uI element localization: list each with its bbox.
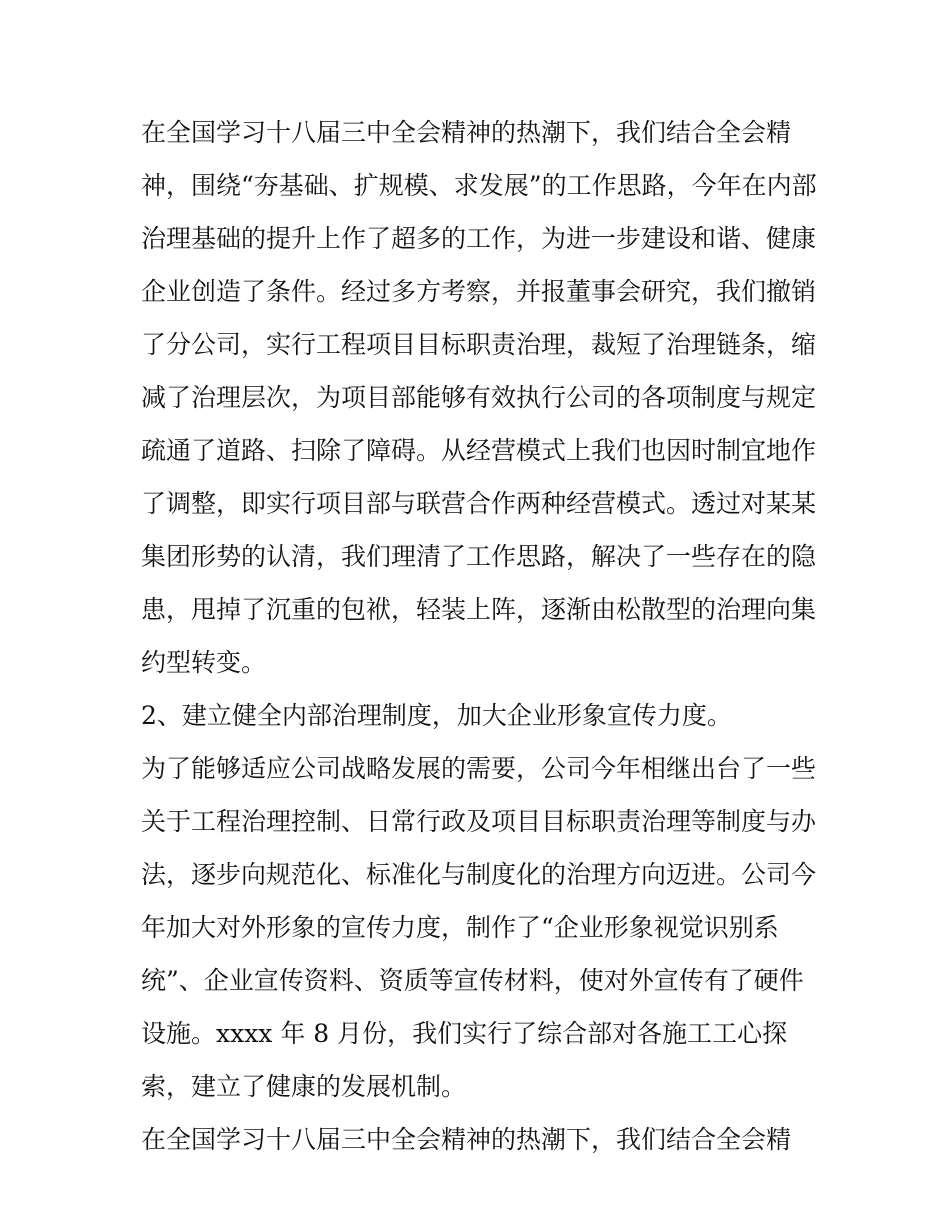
text-line: 减了治理层次，为项目部能够有效执行公司的各项制度与规定 [141, 383, 817, 412]
text-line: 统”、企业宣传资料、资质等宣传材料，使对外宣传有了硬件 [141, 966, 804, 995]
text-line: 患，甩掉了沉重的包袱，轻装上阵，逐渐由松散型的治理向集 [141, 595, 817, 624]
text-line: 约型转变。 [141, 648, 267, 677]
text-line: 了分公司，实行工程项目目标职责治理，裁短了治理链条，缩 [141, 330, 817, 359]
text-line: 关于工程治理控制、日常行政及项目目标职责治理等制度与办 [141, 807, 817, 836]
section-heading: 2、建立健全内部治理制度，加大企业形象宣传力度。 [141, 701, 732, 730]
text-line: 年加大对外形象的宣传力度，制作了“企业形象视觉识别系 [141, 913, 779, 942]
text-line: 索，建立了健康的发展机制。 [141, 1072, 467, 1101]
text-line: 疏通了道路、扫除了障碍。从经营模式上我们也因时制宜地作 [141, 436, 817, 465]
text-line: 法，逐步向规范化、标准化与制度化的治理方向迈进。公司今 [141, 860, 817, 889]
text-line: 集团形势的认清，我们理清了工作思路，解决了一些存在的隐 [141, 542, 817, 571]
text-line: 设施。xxxx 年 8 月份，我们实行了综合部对各施工工心探 [141, 1019, 788, 1048]
text-line: 神，围绕“夯基础、扩规模、求发展”的工作思路，今年在内部 [141, 171, 817, 200]
text-line: 了调整，即实行项目部与联营合作两种经营模式。透过对某某 [141, 489, 817, 518]
text-line: 企业创造了条件。经过多方考察，并报董事会研究，我们撤销 [141, 277, 817, 306]
document-body [141, 106, 821, 1166]
text-line: 在全国学习十八届三中全会精神的热潮下，我们结合全会精 [141, 118, 792, 147]
text-line: 在全国学习十八届三中全会精神的热潮下，我们结合全会精 [141, 1125, 792, 1154]
text-line: 为了能够适应公司战略发展的需要，公司今年相继出台了一些 [141, 754, 817, 783]
text-line: 治理基础的提升上作了超多的工作，为进一步建设和谐、健康 [141, 224, 817, 253]
